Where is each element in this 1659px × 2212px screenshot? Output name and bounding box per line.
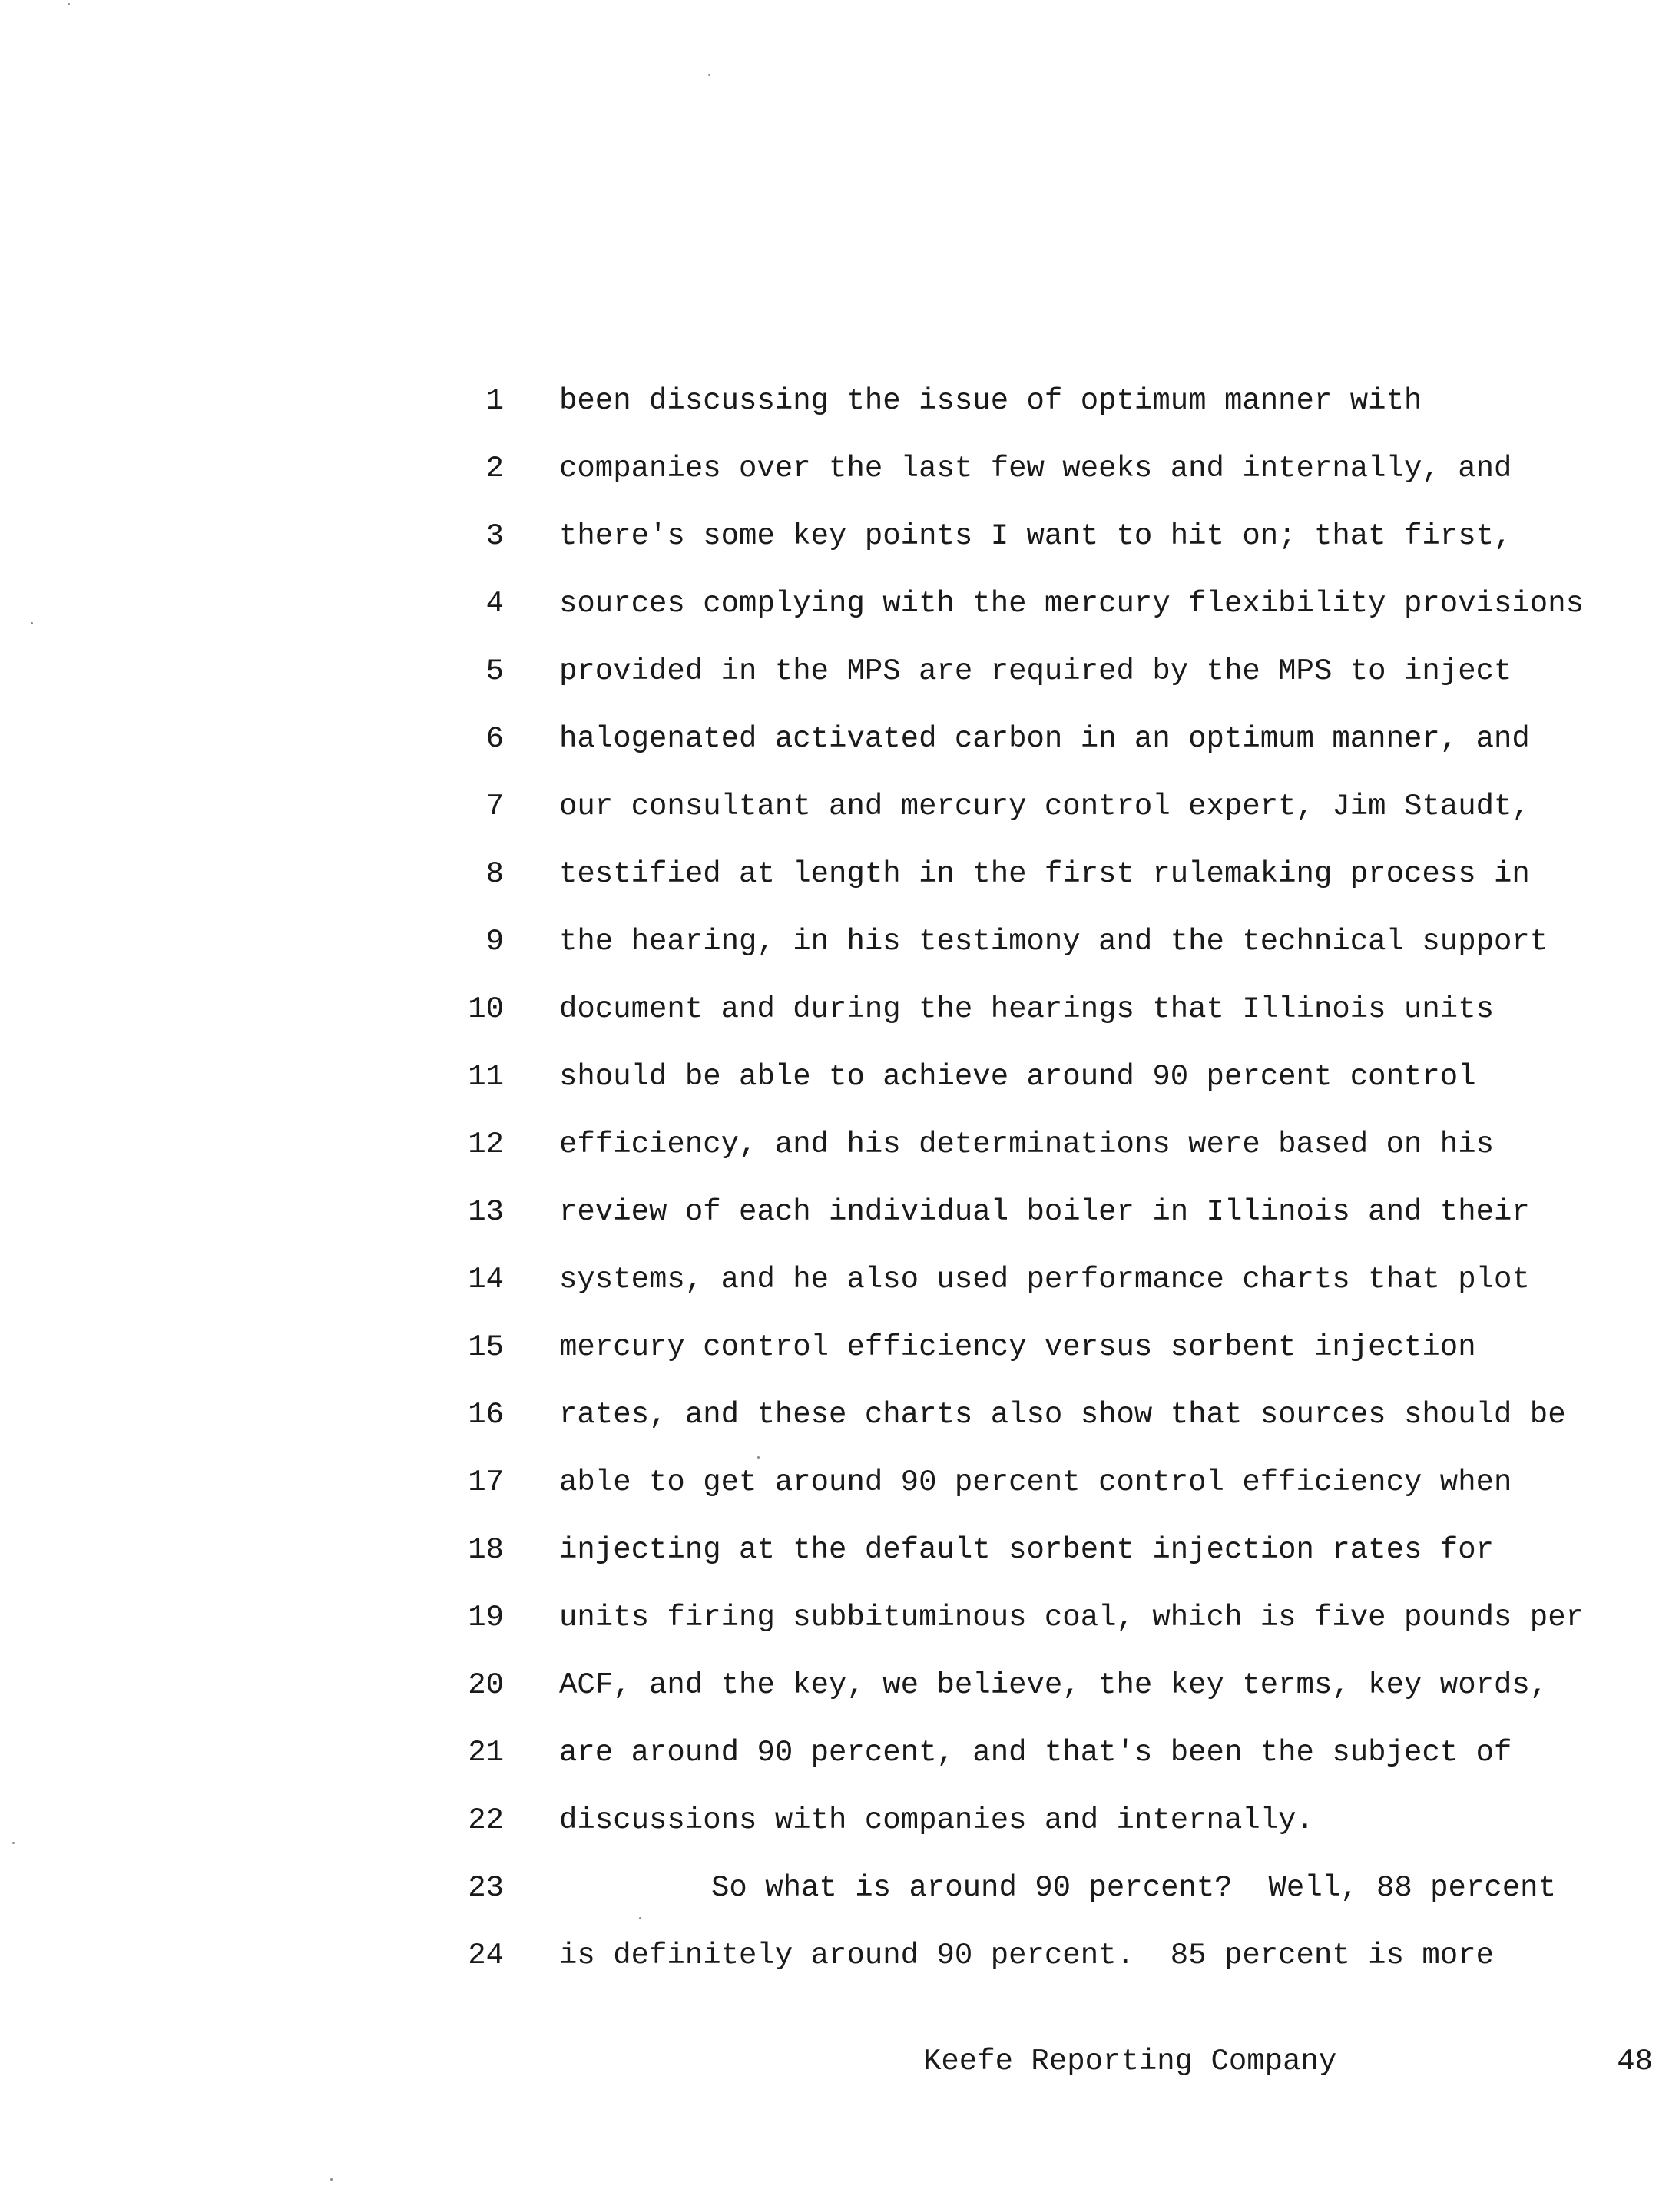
line-number: 7 bbox=[485, 790, 504, 823]
line-text: should be able to achieve around 90 percent control bbox=[559, 1060, 1476, 1094]
transcript-line bbox=[0, 367, 1659, 435]
line-number: 13 bbox=[468, 1195, 504, 1229]
transcript-line bbox=[0, 570, 1659, 637]
page-number: 48 bbox=[1617, 2045, 1653, 2078]
line-text: been discussing the issue of optimum manner with bbox=[559, 384, 1422, 418]
transcript-line bbox=[0, 1719, 1659, 1786]
line-text: injecting at the default sorbent injection rates for bbox=[559, 1533, 1494, 1567]
line-number: 4 bbox=[485, 587, 504, 621]
line-number: 21 bbox=[468, 1736, 504, 1770]
scan-speck bbox=[12, 1842, 15, 1844]
line-text: are around 90 percent, and that's been the subject of bbox=[559, 1736, 1512, 1770]
line-number: 16 bbox=[468, 1398, 504, 1432]
line-text: testified at length in the first rulemaking process in bbox=[559, 857, 1530, 891]
line-text: units firing subbituminous coal, which is five pounds per bbox=[559, 1601, 1584, 1634]
line-text: review of each individual boiler in Illinois and their bbox=[559, 1195, 1530, 1229]
line-text: ACF, and the key, we believe, the key terms, key words, bbox=[559, 1668, 1548, 1702]
scan-speck bbox=[31, 622, 33, 624]
transcript-line bbox=[0, 435, 1659, 502]
line-text: systems, and he also used performance charts that plot bbox=[559, 1263, 1530, 1296]
line-text: is definitely around 90 percent. 85 percent is more bbox=[559, 1939, 1494, 1972]
scan-speck bbox=[68, 3, 70, 5]
line-number: 12 bbox=[468, 1128, 504, 1161]
line-text: discussions with companies and internally. bbox=[559, 1803, 1314, 1837]
line-text: our consultant and mercury control expert, Jim Staudt, bbox=[559, 790, 1530, 823]
line-text: provided in the MPS are required by the MPS to inject bbox=[559, 654, 1512, 688]
line-number: 24 bbox=[468, 1939, 504, 1972]
scan-speck bbox=[757, 1456, 760, 1459]
line-number: 19 bbox=[468, 1601, 504, 1634]
line-number: 14 bbox=[468, 1263, 504, 1296]
line-text: companies over the last few weeks and internally, and bbox=[559, 452, 1512, 485]
scan-speck bbox=[639, 1917, 641, 1919]
line-number: 17 bbox=[468, 1465, 504, 1499]
transcript-line bbox=[0, 1584, 1659, 1651]
line-number: 11 bbox=[468, 1060, 504, 1094]
transcript-line bbox=[0, 1043, 1659, 1111]
scan-speck bbox=[708, 74, 710, 76]
transcript-line bbox=[0, 1313, 1659, 1381]
line-text: mercury control efficiency versus sorbent injection bbox=[559, 1330, 1476, 1364]
line-number: 8 bbox=[485, 857, 504, 891]
transcript-line bbox=[0, 1854, 1659, 1922]
line-text: document and during the hearings that Illinois units bbox=[559, 992, 1494, 1026]
transcript-line bbox=[0, 637, 1659, 705]
transcript-line bbox=[0, 975, 1659, 1043]
line-number: 15 bbox=[468, 1330, 504, 1364]
line-number: 18 bbox=[468, 1533, 504, 1567]
transcript-line bbox=[0, 908, 1659, 975]
transcript-line bbox=[0, 1111, 1659, 1178]
line-number: 6 bbox=[485, 722, 504, 756]
line-text: the hearing, in his testimony and the technical support bbox=[559, 925, 1548, 959]
line-text: halogenated activated carbon in an optimum manner, and bbox=[559, 722, 1530, 756]
transcript-line bbox=[0, 1449, 1659, 1516]
transcript-line bbox=[0, 840, 1659, 908]
transcript-line bbox=[0, 1786, 1659, 1854]
transcript-line bbox=[0, 1922, 1659, 1989]
line-number: 9 bbox=[485, 925, 504, 959]
line-number: 10 bbox=[468, 992, 504, 1026]
line-number: 1 bbox=[485, 384, 504, 418]
transcript-line bbox=[0, 1178, 1659, 1246]
line-number: 2 bbox=[485, 452, 504, 485]
line-number: 20 bbox=[468, 1668, 504, 1702]
transcript-line bbox=[0, 1516, 1659, 1584]
footer-company-name: Keefe Reporting Company bbox=[923, 2045, 1337, 2078]
transcript-line bbox=[0, 1246, 1659, 1313]
line-number: 22 bbox=[468, 1803, 504, 1837]
transcript-line bbox=[0, 1381, 1659, 1449]
line-text: able to get around 90 percent control efficiency when bbox=[559, 1465, 1512, 1499]
line-text: rates, and these charts also show that sources should be bbox=[559, 1398, 1566, 1432]
line-text: sources complying with the mercury flexibility provisions bbox=[559, 587, 1584, 621]
line-number: 3 bbox=[485, 519, 504, 553]
transcript-line bbox=[0, 502, 1659, 570]
line-number: 23 bbox=[468, 1871, 504, 1905]
scan-speck bbox=[330, 2178, 333, 2181]
transcript-line bbox=[0, 773, 1659, 840]
transcript-line bbox=[0, 705, 1659, 773]
line-number: 5 bbox=[485, 654, 504, 688]
line-text: So what is around 90 percent? Well, 88 percent bbox=[711, 1871, 1556, 1905]
line-text: efficiency, and his determinations were based on his bbox=[559, 1128, 1494, 1161]
line-text: there's some key points I want to hit on; that first, bbox=[559, 519, 1512, 553]
transcript-line bbox=[0, 1651, 1659, 1719]
